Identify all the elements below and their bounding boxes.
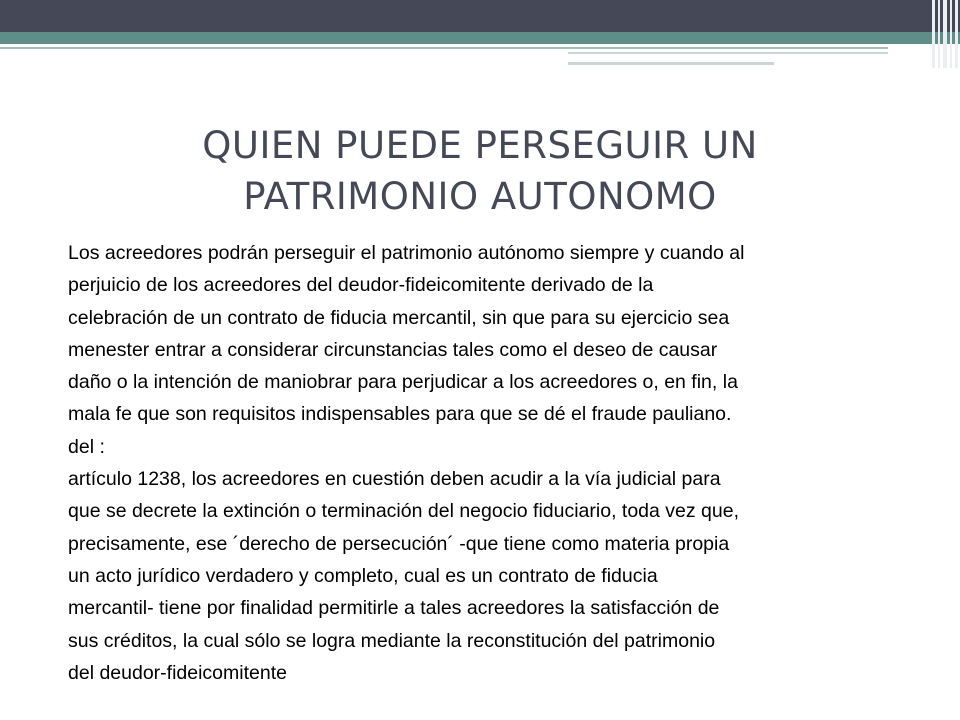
header-rule-medium [568,52,888,54]
body-line: menester entrar a considerar circunstancias tales como el deseo de causar [68,338,718,361]
body-line: un acto jurídico verdadero y completo, cual es un contrato de fiducia [68,564,658,587]
header-stripes [928,0,960,68]
body-line: que se decrete la extinción o terminación del negocio fiduciario, toda vez que, [68,500,739,523]
body-line: mercantil- tiene por finalidad permitirle a tales acreedores la satisfacción de [68,597,720,620]
body-line: celebración de un contrato de fiducia mercantil, sin que para su ejercicio sea [68,306,730,329]
slide-title-line: PATRIMONIO AUTONOMO [243,175,717,218]
body-line: artículo 1238, los acreedores en cuestión deben acudir a la vía judicial para [68,468,721,491]
body-line: precisamente, ese ´derecho de persecución´ -que tiene como materia propia [68,532,730,555]
body-line: del deudor-fideicomitente [68,661,287,684]
slide-body [68,237,918,689]
body-line: del : [68,435,105,458]
slide-title [100,120,860,222]
body-line: perjuicio de los acreedores del deudor-fideicomitente derivado de la [68,274,654,297]
body-line: Los acreedores podrán perseguir el patrimonio autónomo siempre y cuando al [68,242,745,264]
header-dark-bar [0,0,960,32]
body-line: sus créditos, la cual sólo se logra mediante la reconstitución del patrimonio [68,629,716,652]
body-line: daño o la intención de maniobrar para perjudicar a los acreedores o, en fin, la [68,371,738,394]
header-accent-bar [0,32,960,44]
body-line: mala fe que son requisitos indispensables para que se dé el fraude pauliano. [68,403,732,426]
slide-title-line: QUIEN PUEDE PERSEGUIR UN [202,124,758,167]
header-rule-long [0,47,888,49]
header-rule-short [568,62,774,65]
